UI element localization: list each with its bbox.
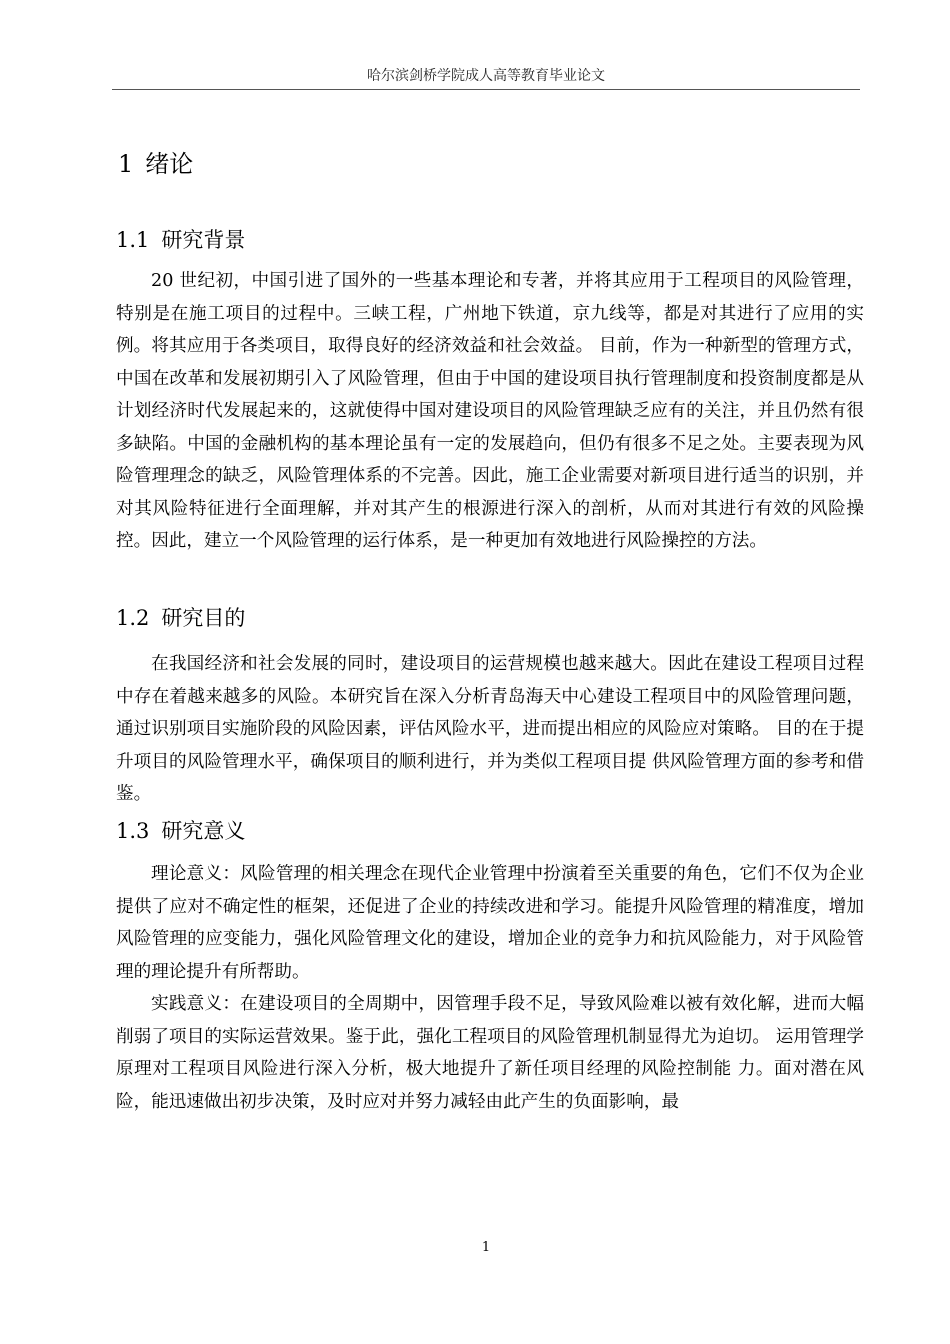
page-header: 哈尔滨剑桥学院成人高等教育毕业论文 [367, 68, 605, 84]
section-heading-1-2 [116, 603, 245, 633]
section-title-text: 研究意义 [161, 819, 246, 843]
body-paragraph: 20 世纪初，中国引进了国外的一些基本理论和专著，并将其应用于工程项目的风险管理，特别是在施工项目的过程中。三峡工程，广州地下铁道，京九线等，都是对其进行了应用的实例。将其应用于各类项目，取得良好的经济效益和社会效益。 目前，作为一种新型的管理方式，中国在改革和发展初期引入了风险管理，但由于中国的建设项目执行管理制度和投资制度都是从计划经济时代发展起来的，这就使得中国对建设项目的风险管理缺乏应有的关注，并且仍然有很多缺陷。中国的金融机构的基本理论虽有一定的发展趋向，但仍有很多不足之处。主要表现为风险管理理念的缺乏，风险管理体系的不完善。因此，施工企业需要对新项目进行适当的识别，并对其风险特征进行全面理解，并对其产生的根源进行深入的剖析，从而对其进行有效的风险操控。因此，建立一个风险管理的运行体系，是一种更加有效地进行风险操控的方法。 [116, 271, 864, 551]
chapter-title-text: 绪论 [145, 150, 194, 178]
chapter-number: 1 [118, 150, 134, 178]
header-divider [112, 89, 860, 90]
page-number: 1 [481, 1240, 491, 1255]
body-paragraph: 在我国经济和社会发展的同时，建设项目的运营规模也越来越大。因此在建设工程项目过程中存在着越来越多的风险。本研究旨在深入分析青岛海天中心建设工程项目中的风险管理问题，通过识别项目实施阶段的风险因素，评估风险水平，进而提出相应的风险应对策略。 目的在于提升项目的风险管理水平，确保项目的顺利进行，并为类似工程项目提 供风险管理方面的参考和借鉴。 [116, 654, 864, 804]
section-number: 1.2 [116, 606, 150, 630]
section-heading-1-1 [116, 225, 245, 255]
section-title-text: 研究背景 [161, 228, 246, 252]
section-number: 1.1 [116, 228, 150, 252]
section-heading-1-3 [116, 816, 245, 846]
section-number: 1.3 [116, 819, 150, 843]
body-paragraph: 理论意义：风险管理的相关理念在现代企业管理中扮演着至关重要的角色，它们不仅为企业提供了应对不确定性的框架，还促进了企业的持续改进和学习。能提升风险管理的精准度，增加风险管理的应变能力，强化风险管理文化的建设，增加企业的竞争力和抗风险能力，对于风险管理的理论提升有所帮助。 [116, 864, 864, 982]
section-title-text: 研究目的 [161, 606, 246, 630]
body-paragraph: 实践意义：在建设项目的全周期中，因管理手段不足，导致风险难以被有效化解，进而大幅削弱了项目的实际运营效果。鉴于此，强化工程项目的风险管理机制显得尤为迫切。 运用管理学原理对工程项目风险进行深入分析，极大地提升了新任项目经理的风险控制能 力。面对潜在风险，能迅速做出初步决策，及时应对并努力减轻由此产生的负面影响，最 [116, 994, 864, 1112]
chapter-title [118, 148, 193, 180]
